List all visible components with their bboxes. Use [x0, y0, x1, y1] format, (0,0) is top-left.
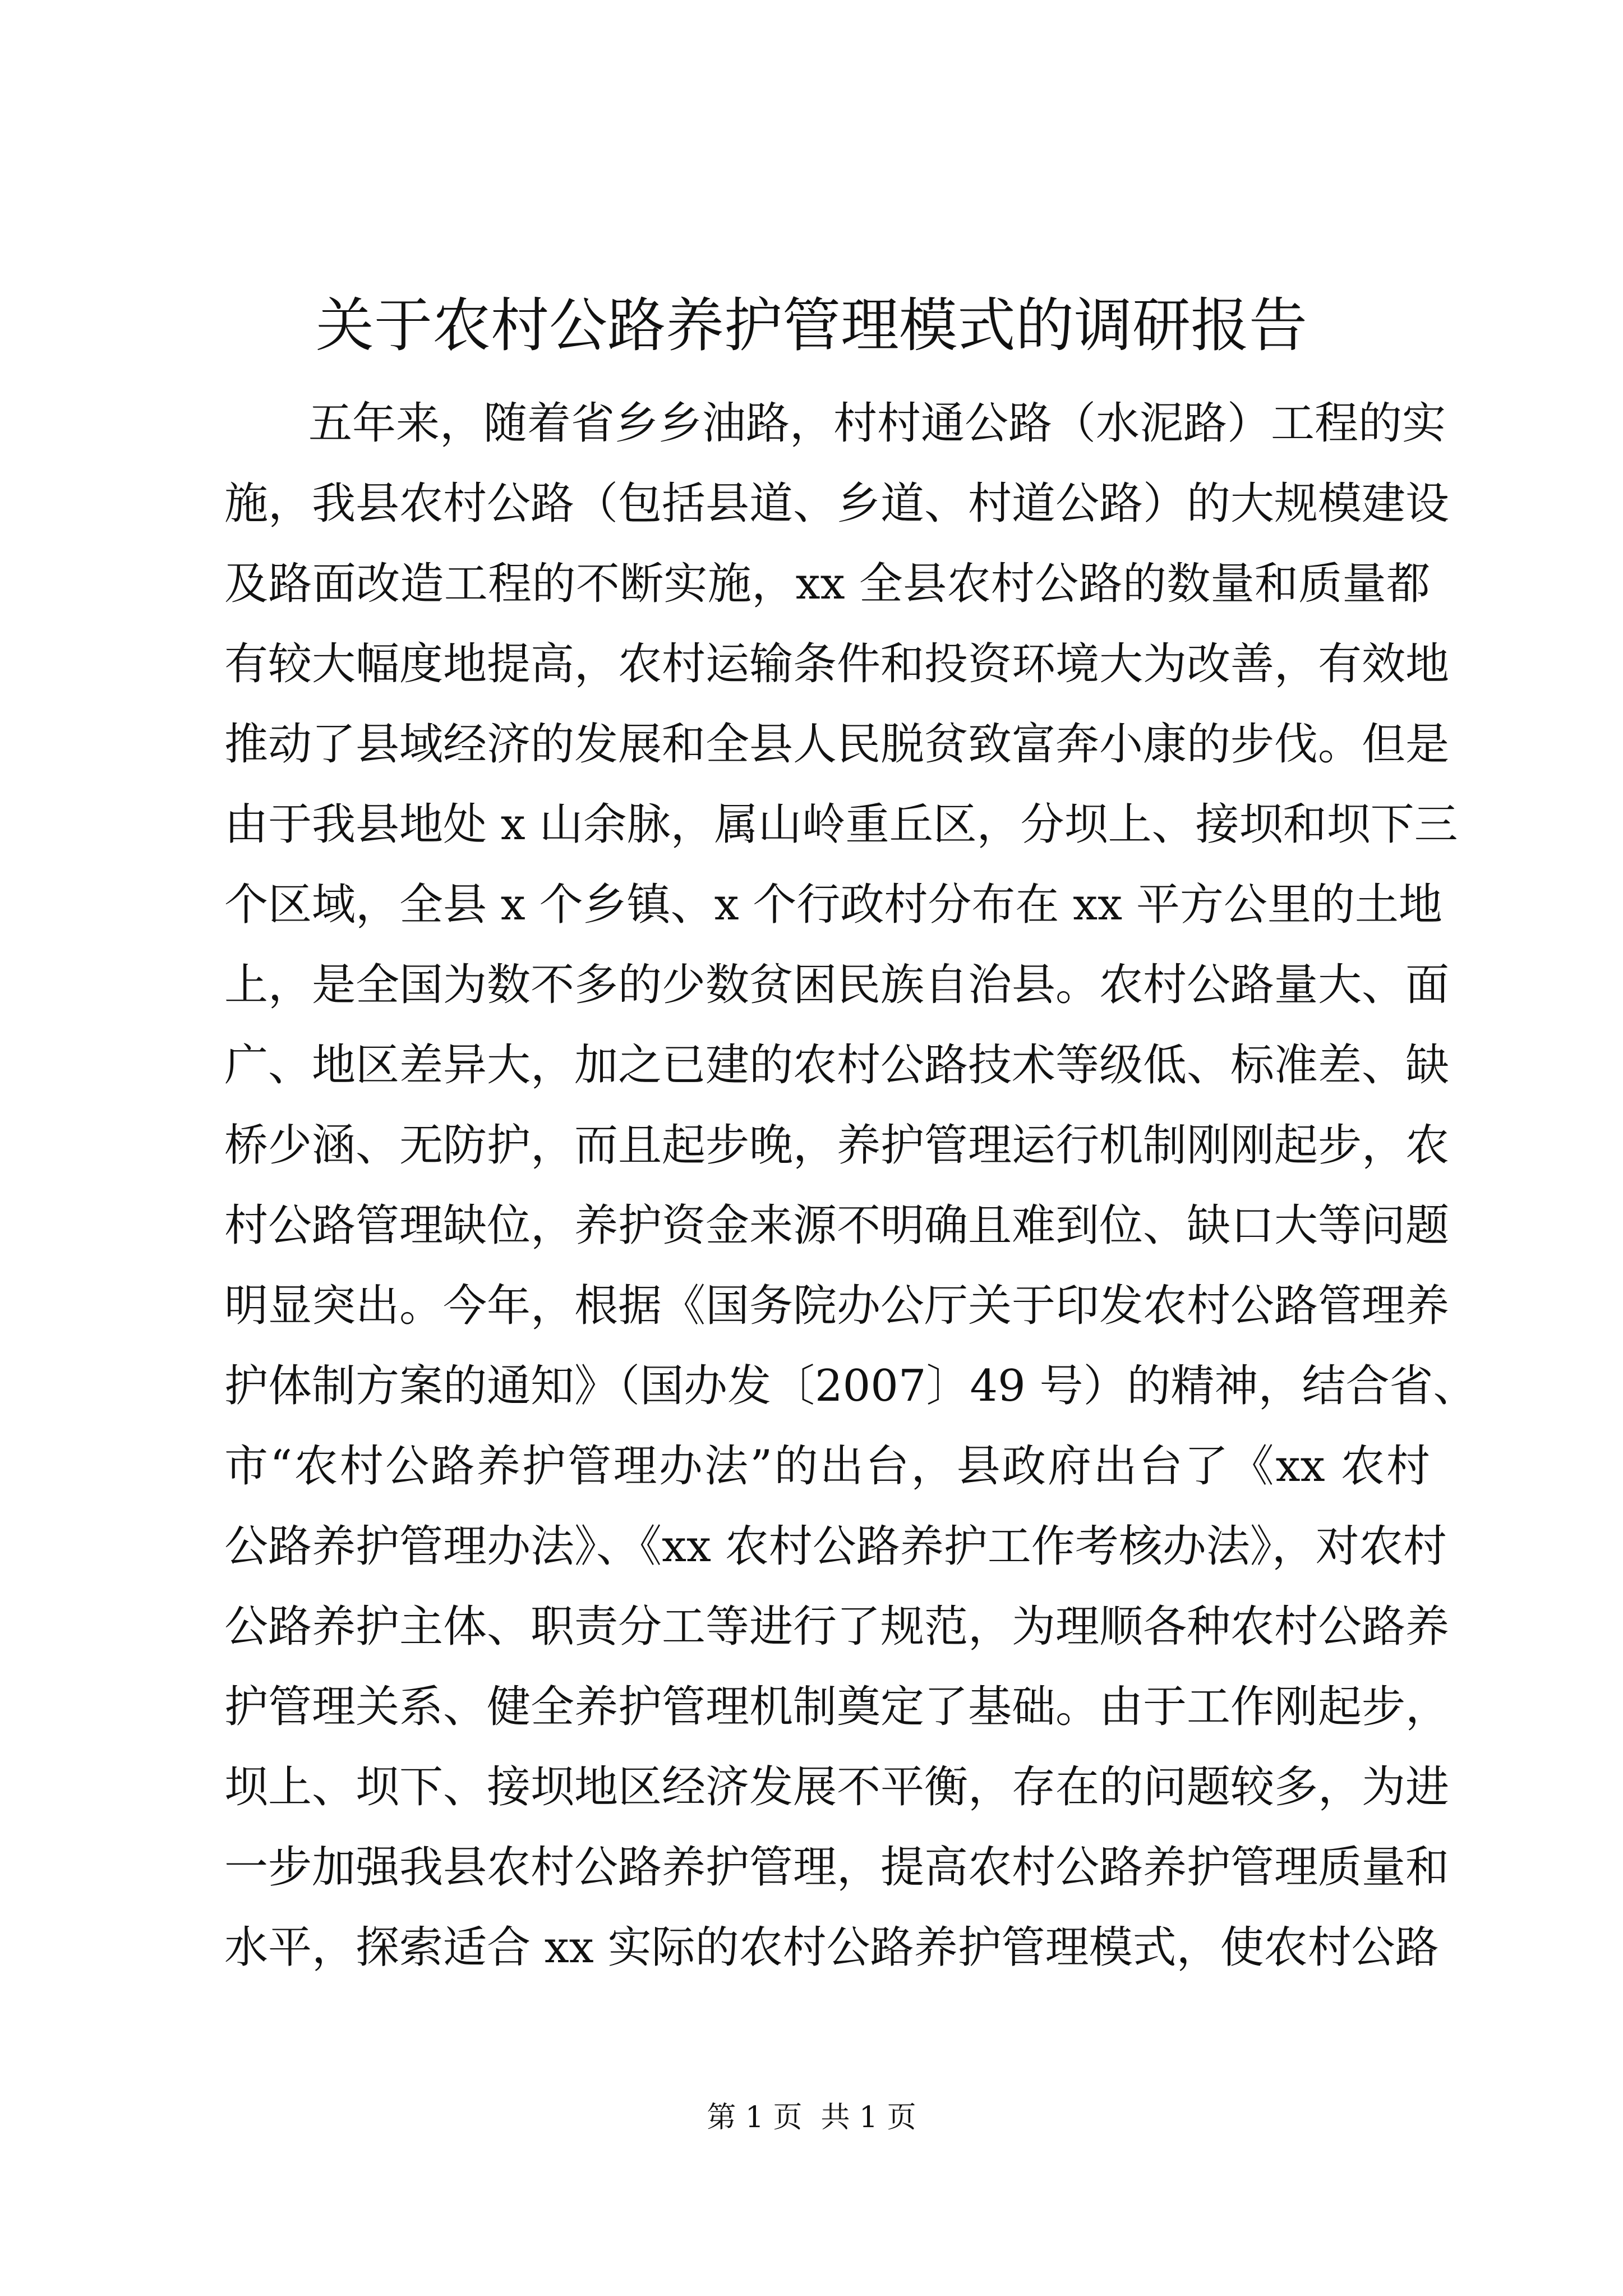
paragraph-line: 护管理关系、健全养护管理机制奠定了基础。由于工作刚起步，	[224, 1682, 1450, 1732]
paragraph-line: 有较大幅度地提高，农村运输条件和投资环境大为改善，有效地	[224, 639, 1450, 689]
paragraph-line: 广、地区差异大，加之已建的农村公路技术等级低、标准差、缺	[224, 1040, 1450, 1091]
paragraph-line: 村公路管理缺位，养护资金来源不明确且难到位、缺口大等问题	[224, 1200, 1450, 1251]
page-footer: 第 1 页 共 1 页	[707, 2101, 916, 2134]
paragraph-line: 五年来，随着省乡乡油路，村村通公路（水泥路）工程的实	[308, 398, 1446, 449]
paragraph-line: 市“农村公路养护管理办法”的出台，县政府出台了《xx 农村	[224, 1441, 1430, 1492]
paragraph-line: 桥少涵、无防护，而且起步晚，养护管理运行机制刚刚起步，农	[224, 1120, 1450, 1171]
paragraph-line: 施，我县农村公路（包括县道、乡道、村道公路）的大规模建设	[224, 478, 1450, 529]
paragraph-line: 护体制方案的通知》（国办发〔2007〕49 号）的精神，结合省、	[224, 1361, 1477, 1411]
paragraph-line: 由于我县地处 x 山余脉，属山岭重丘区，分坝上、接坝和坝下三	[224, 799, 1458, 850]
paragraph-line: 公路养护主体、职责分工等进行了规范，为理顺各种农村公路养	[224, 1602, 1450, 1652]
paragraph-line: 水平，探索适合 xx 实际的农村公路养护管理模式，使农村公路	[224, 1922, 1439, 1973]
paragraph-line: 推动了县域经济的发展和全县人民脱贫致富奔小康的步伐。但是	[224, 719, 1450, 770]
body-paragraph	[224, 384, 1477, 1988]
paragraph-line: 明显突出。今年，根据《国务院办公厅关于印发农村公路管理养	[224, 1281, 1450, 1331]
document-title: 关于农村公路养护管理模式的调研报告	[315, 291, 1307, 360]
paragraph-line: 及路面改造工程的不断实施，xx 全县农村公路的数量和质量都	[224, 559, 1430, 609]
paragraph-line: 个区域，全县 x 个乡镇、x 个行政村分布在 xx 平方公里的土地	[224, 880, 1442, 930]
paragraph-line: 坝上、坝下、接坝地区经济发展不平衡，存在的问题较多，为进	[224, 1762, 1450, 1812]
paragraph-line: 公路养护管理办法》、《xx 农村公路养护工作考核办法》，对农村	[224, 1521, 1447, 1572]
paragraph-line: 一步加强我县农村公路养护管理，提高农村公路养护管理质量和	[224, 1842, 1450, 1893]
paragraph-line: 上，是全国为数不多的少数贫困民族自治县。农村公路量大、面	[224, 960, 1450, 1010]
